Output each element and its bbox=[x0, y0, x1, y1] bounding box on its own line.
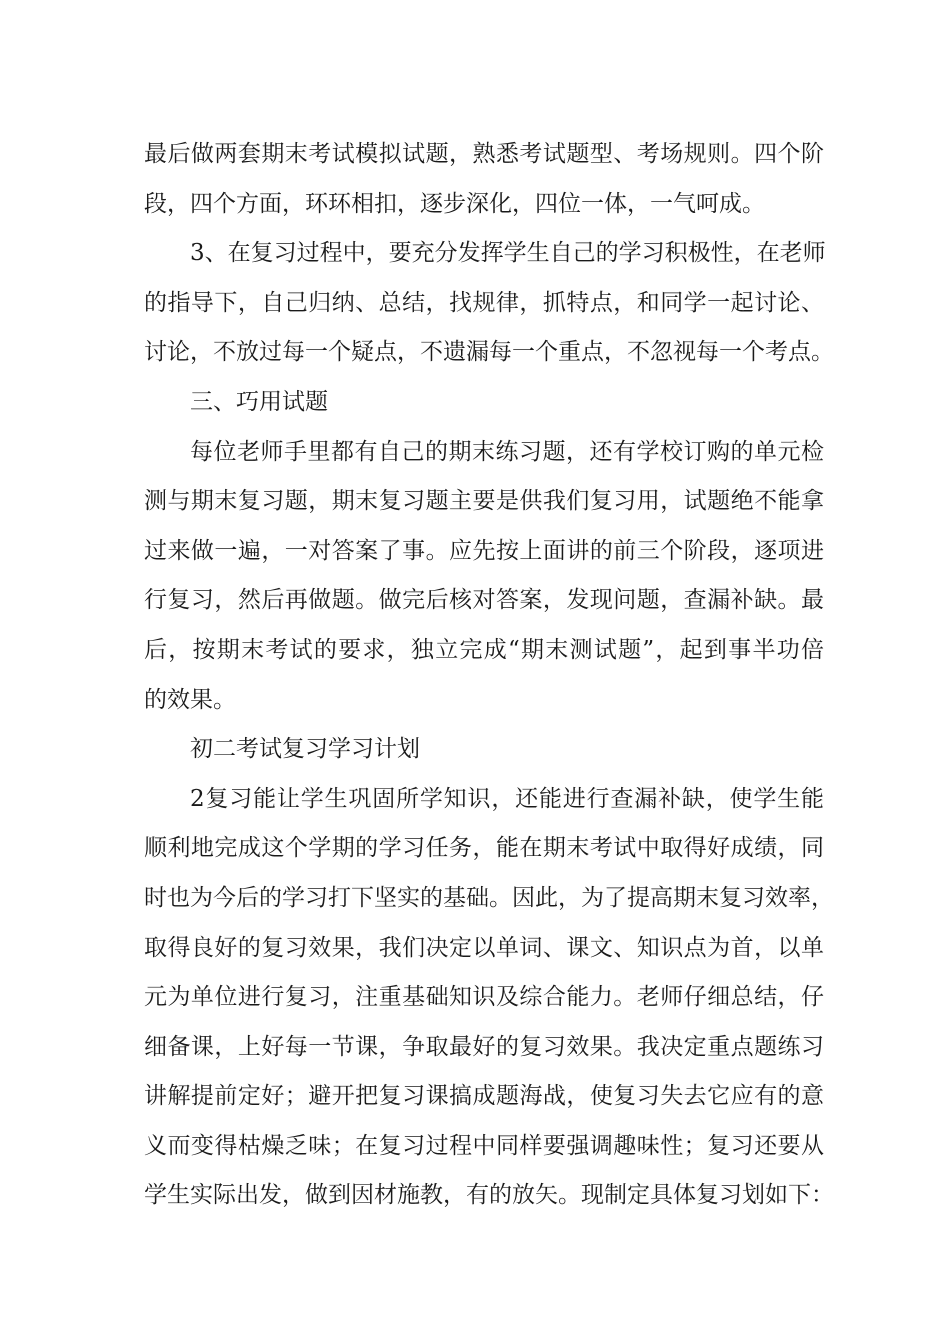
text-line: 学生实际出发，做到因材施教，有的放矢。现制定具体复习划如下： bbox=[144, 1182, 834, 1209]
text-line: 最后做两套期末考试模拟试题，熟悉考试题型、考场规则。四个阶 bbox=[144, 141, 824, 167]
text-line: 的效果。 bbox=[144, 686, 236, 713]
text-line: 后，按期末考试的要求，独立完成“期末测试题”，起到事半功倍 bbox=[144, 636, 824, 663]
text-line: 过来做一遍，一对答案了事。应先按上面讲的前三个阶段，逐项进 bbox=[144, 537, 824, 564]
text-line: 的指导下，自己归纳、总结，找规律，抓特点，和同学一起讨论、 bbox=[144, 289, 824, 316]
text-line: 取得良好的复习效果，我们决定以单词、课文、知识点为首，以单 bbox=[144, 934, 824, 961]
text-line: 3、在复习过程中，要充分发挥学生自己的学习积极性，在老师 bbox=[190, 240, 826, 267]
text-line: 顺利地完成这个学期的学习任务，能在期末考试中取得好成绩，同 bbox=[144, 835, 824, 862]
text-line: 行复习，然后再做题。做完后核对答案，发现问题，查漏补缺。最 bbox=[144, 587, 824, 614]
text-line: 初二考试复习学习计划 bbox=[190, 736, 420, 763]
document-body bbox=[144, 130, 834, 1221]
text-line: 测与期末复习题，期末复习题主要是供我们复习用，试题绝不能拿 bbox=[144, 488, 824, 515]
text-line: 讲解提前定好；避开把复习课搞成题海战，使复习失去它应有的意 bbox=[144, 1083, 824, 1110]
text-line: 讨论，不放过每一个疑点，不遗漏每一个重点，不忽视每一个考点。 bbox=[144, 339, 834, 366]
text-line: 三、巧用试题 bbox=[190, 388, 328, 415]
text-line: 每位老师手里都有自己的期末练习题，还有学校订购的单元检 bbox=[190, 438, 824, 465]
text-line: 段，四个方面，环环相扣，逐步深化，四位一体，一气呵成。 bbox=[144, 190, 765, 217]
text-line: 细备课，上好每一节课，争取最好的复习效果。我决定重点题练习 bbox=[144, 1033, 824, 1060]
text-line: 义而变得枯燥乏味；在复习过程中同样要强调趣味性；复习还要从 bbox=[144, 1132, 824, 1159]
text-line: 时也为今后的学习打下坚实的基础。因此，为了提高期末复习效率， bbox=[144, 884, 834, 911]
text-line: 2复习能让学生巩固所学知识，还能进行查漏补缺，使学生能 bbox=[190, 785, 824, 812]
text-line: 元为单位进行复习，注重基础知识及综合能力。老师仔细总结，仔 bbox=[144, 984, 824, 1011]
